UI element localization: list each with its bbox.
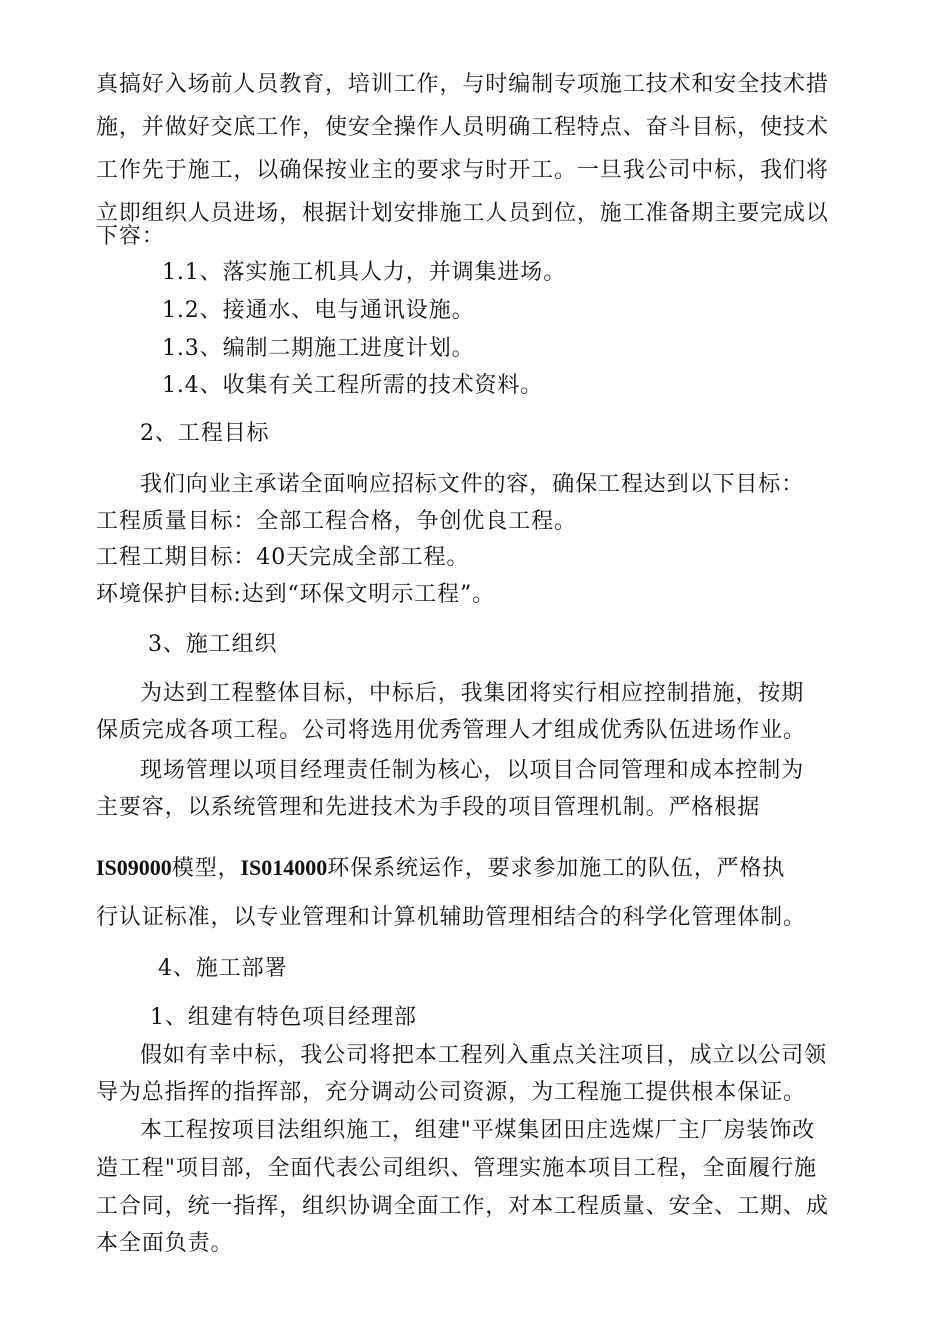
intro-line-1: 真搞好入场前人员教育，培训工作，与时编制专项施工技术和安全技术措 xyxy=(96,72,829,97)
section4-para2-line-3: 工合同，统一指挥，组织协调全面工作，对本工程质量、安全、工期、成 xyxy=(96,1194,829,1219)
prep-item-2: 1.2、接通水、电与通讯设施。 xyxy=(162,298,475,323)
section3-para2-line-2: 主要容，以系统管理和先进技术为手段的项目管理机制。严格根据 xyxy=(96,795,761,820)
iso-9000-label: IS09000 xyxy=(96,855,172,880)
section4-para2-line-2: 造工程"项目部，全面代表公司组织、管理实施本项目工程，全面履行施 xyxy=(96,1156,817,1181)
section4-subheading: 1、组建有特色项目经理部 xyxy=(150,1005,417,1030)
section4-para2-line-1: 本工程按项目法组织施工，组建"平煤集团田庄选煤厂主厂房装饰改 xyxy=(140,1118,816,1143)
section2-intro: 我们向业主承诺全面响应招标文件的容，确保工程达到以下目标： xyxy=(140,472,805,497)
iso-14000-suffix: 环保系统运作，要求参加施工的队伍，严格执 xyxy=(327,856,786,881)
quality-goal: 工程质量目标：全部工程合格，争创优良工程。 xyxy=(96,509,577,534)
prep-item-3: 1.3、编制二期施工进度计划。 xyxy=(162,336,475,361)
intro-line-2: 施，并做好交底工作，使安全操作人员明确工程特点、奋斗目标，使技术 xyxy=(96,115,829,140)
section3-para1-line-1: 为达到工程整体目标，中标后，我集团将实行相应控制措施，按期 xyxy=(140,681,805,706)
section4-para1-line-1: 假如有幸中标，我公司将把本工程列入重点关注项目，成立以公司领 xyxy=(140,1043,828,1068)
section4-para1-line-2: 导为总指挥的指挥部，充分调动公司资源，为工程施工提供根本保证。 xyxy=(96,1080,806,1105)
prep-item-4: 1.4、收集有关工程所需的技术资料。 xyxy=(162,373,544,398)
intro-line-5: 下容： xyxy=(96,224,165,249)
intro-line-3: 工作先于施工，以确保按业主的要求与时开工。一旦我公司中标，我们将 xyxy=(96,158,829,183)
iso-14000-label: IS014000 xyxy=(240,855,328,880)
section3-heading: 3、施工组织 xyxy=(148,632,278,657)
section2-heading: 2、工程目标 xyxy=(140,421,270,446)
section3-para2-line-1: 现场管理以项目经理责任制为核心，以项目合同管理和成本控制为 xyxy=(140,758,805,783)
section4-para2-line-4: 本全面负责。 xyxy=(96,1231,234,1256)
intro-line-4: 立即组织人员进场，根据计划安排施工人员到位，施工准备期主要完成以 xyxy=(96,201,829,226)
iso-line-1 xyxy=(96,853,785,884)
section4-heading: 4、施工部署 xyxy=(158,956,288,981)
environment-goal: 环境保护目标:达到“环保文明示工程”。 xyxy=(96,582,496,607)
schedule-goal: 工程工期目标：40天完成全部工程。 xyxy=(96,545,470,570)
iso-line-2: 行认证标准，以专业管理和计算机辅助管理相结合的科学化管理体制。 xyxy=(96,905,806,930)
prep-item-1: 1.1、落实施工机具人力，并调集进场。 xyxy=(162,260,567,285)
iso-9000-suffix: 模型， xyxy=(171,856,241,881)
section3-para1-line-2: 保质完成各项工程。公司将选用优秀管理人才组成优秀队伍进场作业。 xyxy=(96,718,806,743)
